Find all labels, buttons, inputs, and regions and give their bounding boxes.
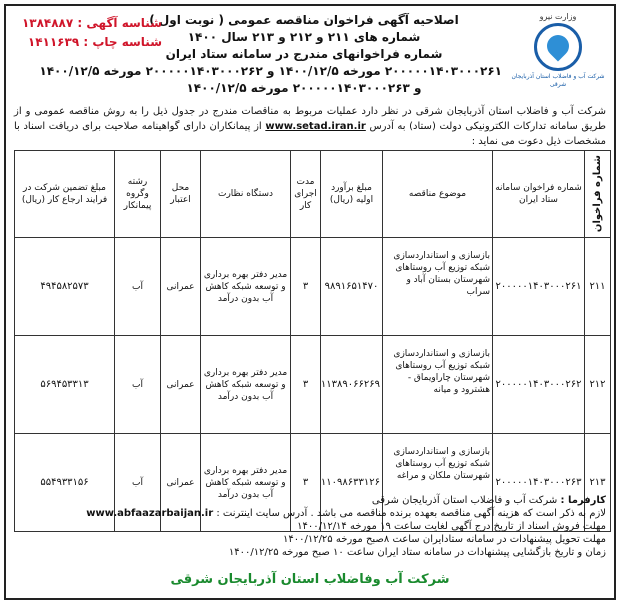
header-duration: مدت اجرای کار bbox=[291, 151, 321, 238]
cell-funding: عمرانی bbox=[161, 238, 201, 336]
title-line-1: اصلاحیه آگهی فراخوان مناقصه عمومی ( نوبت اول ) bbox=[149, 13, 459, 27]
intro-text-before: شرکت آب و فاضلاب استان آذربایجان شرقی در نظر دارد عملیات مربوط به مناقصات مندرج در جدول ذیل را به روش مناقصه عمومی و از طریق سامانه تدارکات الکترونیکی دولت (ستاد) به آدرس bbox=[14, 106, 606, 132]
ministry-label: وزارت نیرو bbox=[539, 12, 577, 21]
cell-field: آب bbox=[115, 336, 161, 434]
table-row bbox=[15, 336, 611, 434]
cell-field: آب bbox=[115, 434, 161, 532]
intro-paragraph bbox=[14, 104, 606, 149]
cell-supervisor: مدیر دفتر بهره برداری و توسعه شبکه کاهش آب بدون درآمد bbox=[201, 336, 291, 434]
setad-link[interactable]: www.setad.iran.ir bbox=[265, 121, 366, 132]
cell-guarantee: ۵۶۹۴۵۳۳۱۳ bbox=[15, 336, 115, 434]
print-code bbox=[12, 33, 162, 52]
cell-subject: بازسازی و استانداردسازی شبکه توزیع آب روستاهای شهرستان ملکان و مراغه bbox=[383, 434, 493, 532]
title-line-2: شماره های ۲۱۱ و ۲۱۲ و ۲۱۳ سال ۱۴۰۰ bbox=[187, 30, 421, 44]
ad-code-label: شناسه آگهی : bbox=[77, 16, 162, 30]
cell-subject: بازسازی و استانداردسازی شبکه توزیع آب روستاهای شهرستان بستان آباد و سراب bbox=[383, 238, 493, 336]
tenders-table bbox=[14, 150, 611, 532]
cell-call-number: ۲۱۱ bbox=[585, 238, 611, 336]
logo-text: شرکت آب و فاضلاب استان آذربایجان شرقی bbox=[511, 73, 605, 88]
header-call-number: شماره فراخوان bbox=[585, 151, 611, 238]
print-code-value: ۱۴۱۱۶۳۹ bbox=[27, 35, 80, 49]
cell-funding: عمرانی bbox=[161, 336, 201, 434]
cell-duration: ۳ bbox=[291, 336, 321, 434]
header-estimate: مبلغ برآورد اولیه (ریال) bbox=[321, 151, 383, 238]
tender-notice-page bbox=[4, 4, 616, 600]
ad-code-value: ۱۳۸۴۸۸۷ bbox=[21, 16, 74, 30]
opening-time-line: زمان و تاریخ بازگشایی پیشنهادات در سامانه ستاد ایران ساعت ۱۰ صبح مورخه ۱۴۰۰/۱۲/۲۵ bbox=[228, 547, 606, 558]
cell-guarantee: ۵۵۴۹۳۳۱۵۶ bbox=[15, 434, 115, 532]
table-row bbox=[15, 238, 611, 336]
cell-estimate: ۱۱۳۸۹۰۶۶۲۶۹ bbox=[321, 336, 383, 434]
cell-duration: ۳ bbox=[291, 434, 321, 532]
notice-header bbox=[6, 6, 614, 102]
header-subject: موضوع مناقصه bbox=[383, 151, 493, 238]
title-line-5: و ۲۰۰۰۰۰۱۴۰۳۰۰۰۲۶۳ مورخه ۱۴۰۰/۱۲/۵ bbox=[186, 81, 422, 95]
print-code-label: شناسه چاپ : bbox=[83, 35, 162, 49]
employer-label: کارفرما : bbox=[560, 495, 606, 506]
company-logo bbox=[510, 12, 606, 94]
sale-deadline-line: مهلت فروش اسناد از تاریخ درج آگهی لغایت ساعت ۱۹ مورخه ۱۴۰۰/۱۲/۱۴ bbox=[297, 521, 606, 532]
submission-deadline-line: مهلت تحویل پیشنهادات در سامانه ستادایران ساعت ۸صبح مورخه ۱۴۰۰/۱۲/۲۵ bbox=[282, 534, 606, 545]
cost-line bbox=[14, 507, 606, 520]
employer-value: شرکت آب و فاضلاب استان آذربایجان شرقی bbox=[371, 495, 558, 506]
title-line-3: شماره فراخوانهای مندرج در سامانه ستاد ایران bbox=[165, 47, 443, 61]
intro-text-after: از پیمانکاران دارای گواهینامه صلاحیت برای دریافت اسناد با مشخصات ذیل دعوت می نماید : bbox=[14, 121, 606, 147]
header-funding: محل اعتبار bbox=[161, 151, 201, 238]
notice-footer bbox=[14, 494, 606, 559]
title-line-4: ۲۰۰۰۰۰۱۴۰۳۰۰۰۲۶۱ مورخه ۱۴۰۰/۱۲/۵ و ۲۰۰۰۰۰۱۴۰۳۰۰۰۲۶۲ مورخه ۱۴۰۰/۱۲/۵ bbox=[39, 64, 502, 78]
notice-codes bbox=[12, 14, 162, 52]
header-guarantee: مبلغ تضمین شرکت در فرایند ارجاع کار (ریال) bbox=[15, 151, 115, 238]
cell-estimate: ۱۱۰۹۸۶۳۳۱۲۶ bbox=[321, 434, 383, 532]
cost-text: لازم به ذکر است که هزینه آگهی مناقصه بعهده برنده مناقصه می باشد . آدرس سایت اینترنت : bbox=[216, 508, 606, 519]
company-name-footer: شرکت آب وفاضلاب استان آذربایجان شرقی bbox=[170, 572, 450, 587]
table-header-row bbox=[15, 151, 611, 238]
header-supervisor: دستگاه نظارت bbox=[201, 151, 291, 238]
cell-supervisor: مدیر دفتر بهره برداری و توسعه شبکه کاهش آب بدون درآمد bbox=[201, 238, 291, 336]
cell-setad-number: ۲۰۰۰۰۰۱۴۰۳۰۰۰۲۶۲ bbox=[493, 336, 585, 434]
cell-subject: بازسازی و استانداردسازی شبکه توزیع آب روستاهای شهرستان چاراویماق - هشترود و میانه bbox=[383, 336, 493, 434]
cell-estimate: ۹۸۹۱۶۵۱۴۷۰ bbox=[321, 238, 383, 336]
cell-call-number: ۲۱۲ bbox=[585, 336, 611, 434]
cell-supervisor: مدیر دفتر بهره برداری و توسعه شبکه کاهش آب بدون درآمد bbox=[201, 434, 291, 532]
cell-call-number: ۲۱۳ bbox=[585, 434, 611, 532]
header-field: رشته وگروه پیمانکار bbox=[115, 151, 161, 238]
abfa-link[interactable]: www.abfaazarbaijan.ir bbox=[86, 508, 214, 519]
cell-setad-number: ۲۰۰۰۰۰۱۴۰۳۰۰۰۲۶۱ bbox=[493, 238, 585, 336]
header-setad-number: شماره فراخوان سامانه ستاد ایران bbox=[493, 151, 585, 238]
ad-code bbox=[12, 14, 162, 33]
employer-line bbox=[14, 494, 606, 507]
cell-field: آب bbox=[115, 238, 161, 336]
water-drop-icon bbox=[534, 23, 582, 71]
cell-guarantee: ۴۹۴۵۸۲۵۷۳ bbox=[15, 238, 115, 336]
cell-setad-number: ۲۰۰۰۰۰۱۴۰۳۰۰۰۲۶۳ bbox=[493, 434, 585, 532]
cell-funding: عمرانی bbox=[161, 434, 201, 532]
cell-duration: ۳ bbox=[291, 238, 321, 336]
